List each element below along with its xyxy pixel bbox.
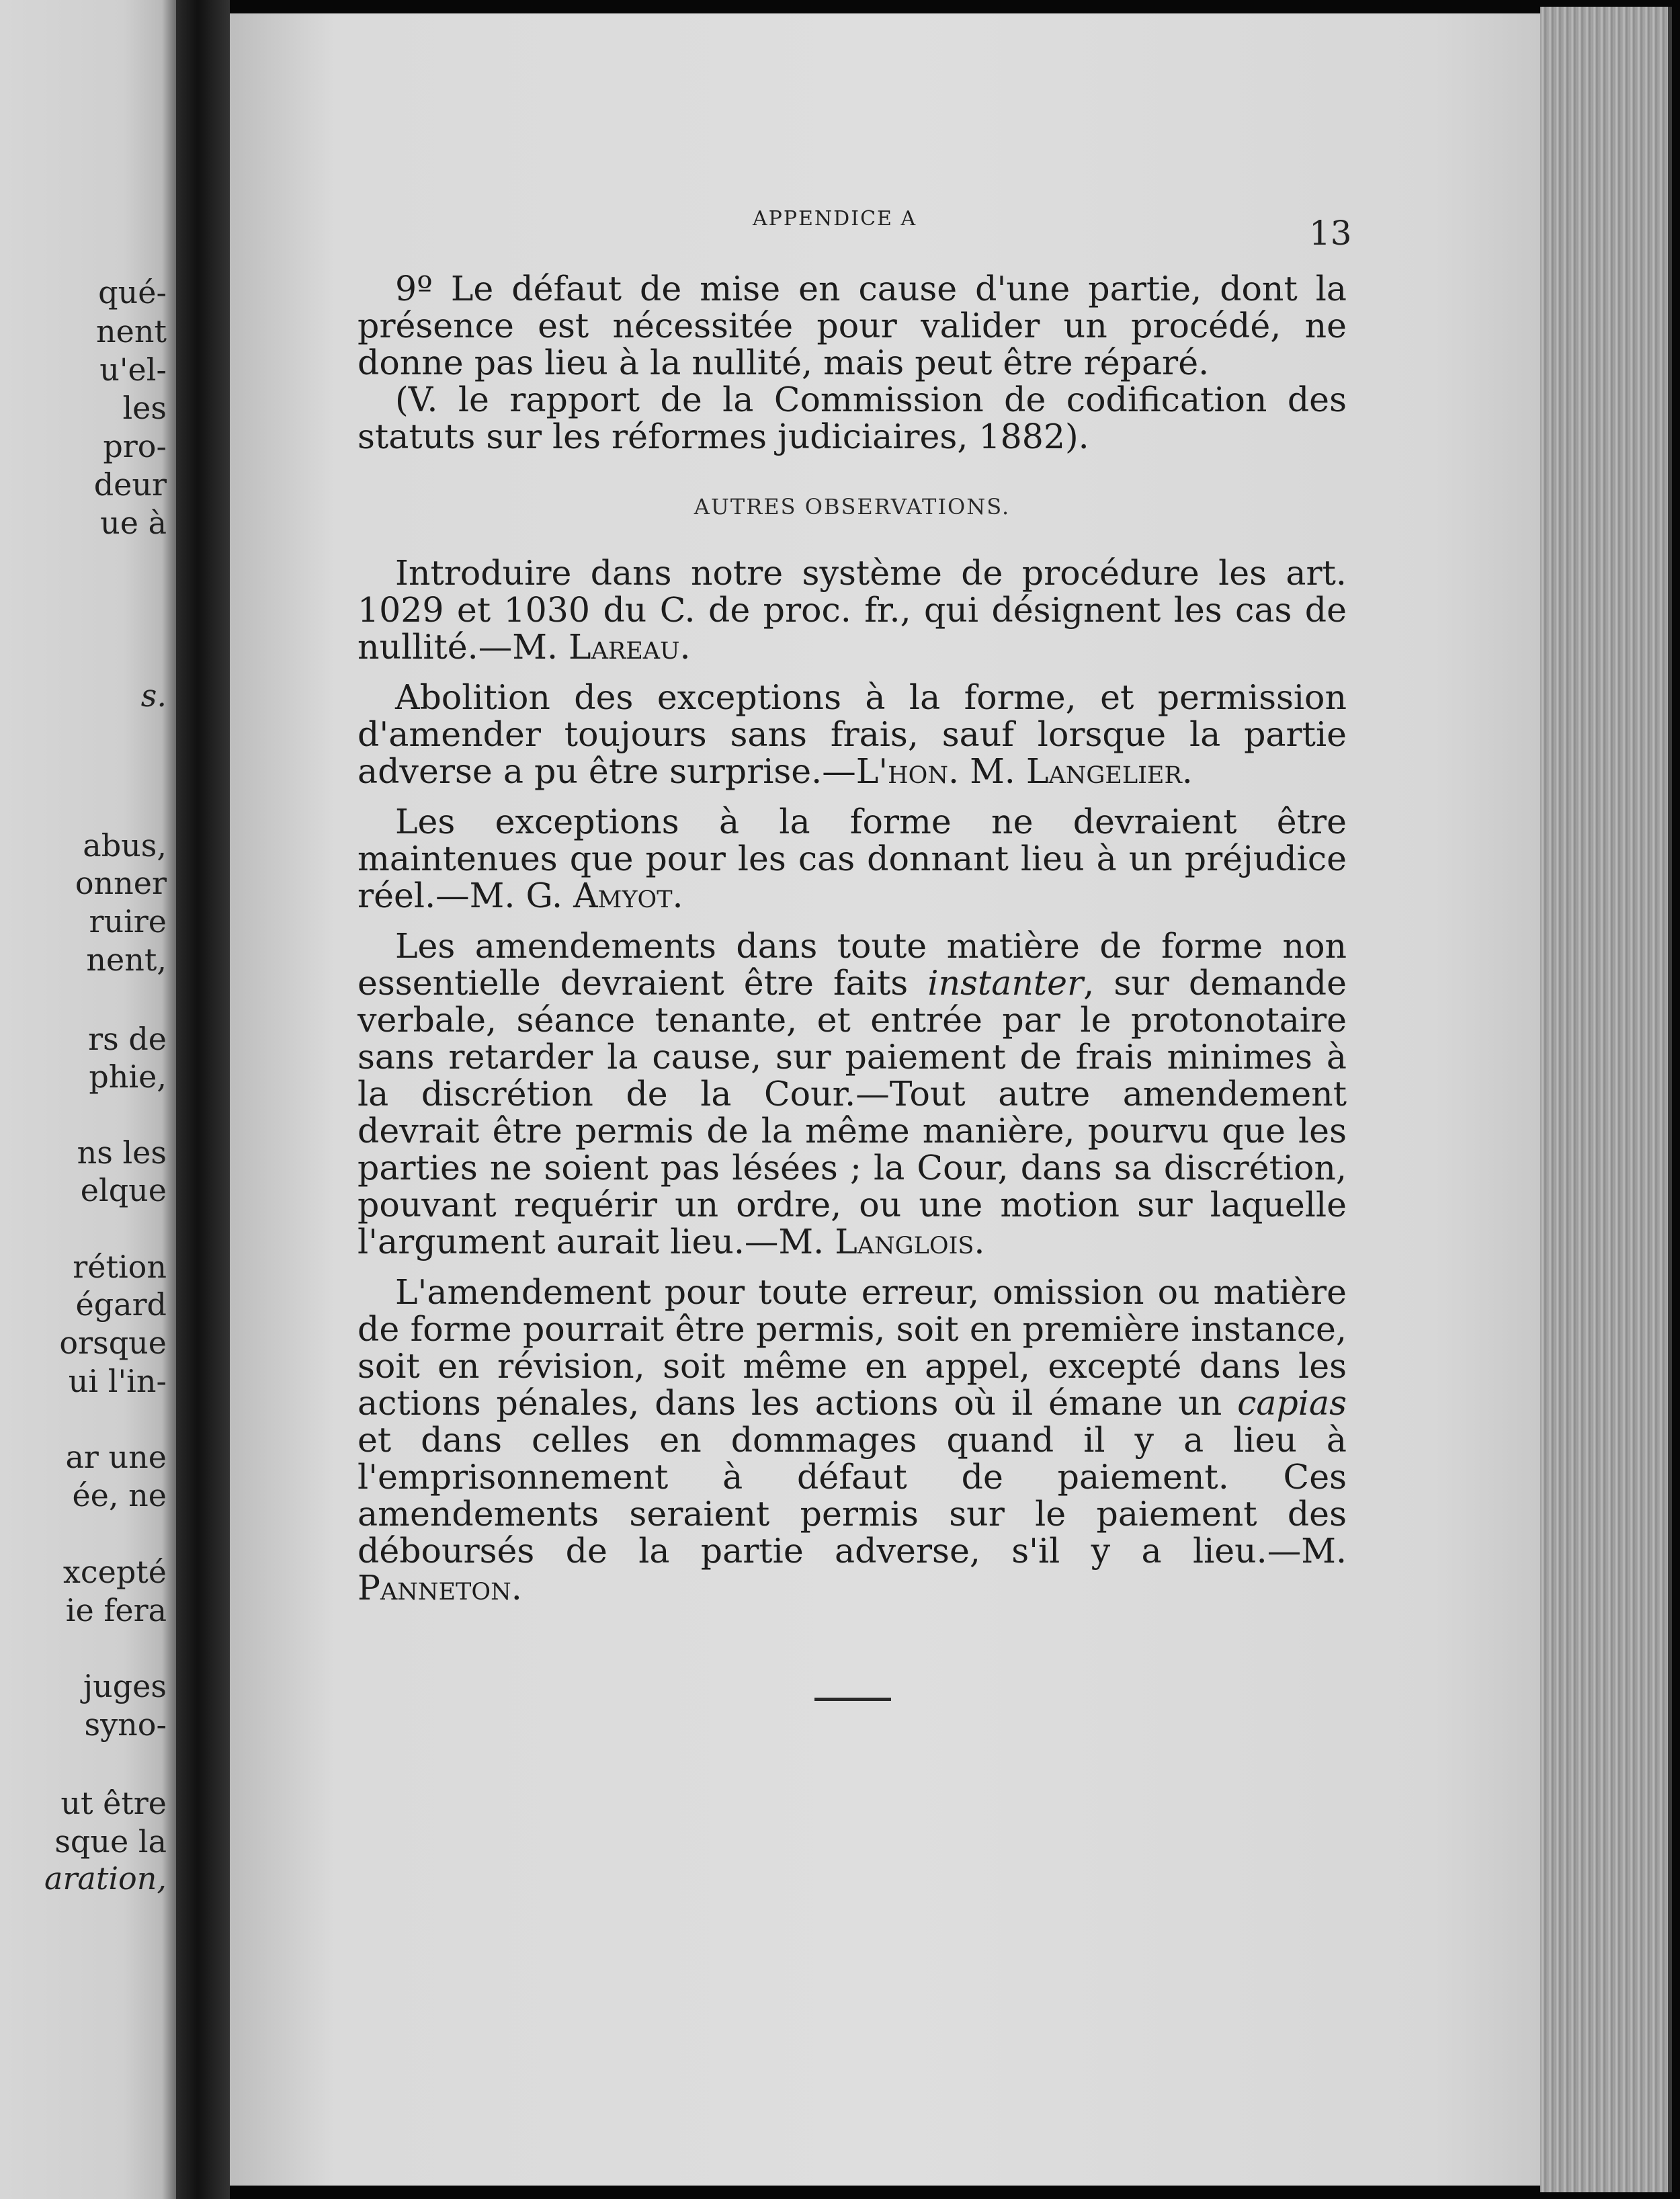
italic-term: instanter [927, 963, 1084, 1003]
left-page-fragment: pro- [103, 428, 167, 464]
left-page-fragment: rs de [88, 1021, 167, 1057]
author-name: L'hon. M. Langelier. [855, 751, 1193, 791]
left-page-fragment: égard [75, 1286, 167, 1323]
left-page-fragment: nent, [86, 942, 167, 978]
left-page-fragment: syno- [84, 1706, 167, 1743]
page-number: 13 [1309, 214, 1352, 253]
book-gutter [176, 0, 230, 2199]
left-page-fragment: ut être [60, 1785, 167, 1821]
left-page-fragment: onner [75, 865, 167, 901]
left-page-fragment: abus, [83, 827, 167, 864]
observation-paragraph: Les amendements dans toute matière de forme non essentielle devraient être faits instanter, sur demande verbale, séance tenante, et entrée par le protonotaire sans retarder la cause, sur paiement de frais minimes à la discrétion de la Cour.—Tout autre amendement devrait être permis de la même manière, pourvu que les parties ne soient pas lésées ; la Cour, dans sa discrétion, pouvant requérir un ordre, ou une motion sur laquelle l'argument aurait lieu.—M. Langlois. [358, 926, 1347, 1261]
left-page-fragment: aration, [44, 1860, 167, 1897]
page-edges [1540, 7, 1672, 2192]
left-page [0, 0, 176, 2199]
item-9-paragraph: 9º Le défaut de mise en cause d'une partie, dont la présence est nécessitée pour valider un procédé, ne donne pas lieu à la nullité, mais peut être réparé. [358, 269, 1347, 382]
left-page-fragment: orsque [59, 1325, 167, 1361]
observation-paragraph: Abolition des exceptions à la forme, et permission d'amender toujours sans frais, sauf lorsque la partie adverse a pu être surprise.—L'hon. M. Langelier. [358, 677, 1347, 791]
observation-paragraph: Les exceptions à la forme ne devraient être maintenues que pour les cas donnant lieu à un préjudice réel.—M. G. Amyot. [358, 802, 1347, 915]
left-page-fragment: phie, [89, 1059, 167, 1095]
left-page-fragment: rétion [73, 1249, 167, 1285]
left-page-fragment: ruire [89, 903, 167, 940]
author-name: M. Langlois. [778, 1222, 985, 1261]
section-title: AUTRES OBSERVATIONS. [694, 494, 1011, 520]
left-page-fragment: ue à [100, 505, 167, 541]
left-page-fragment: ui l'in- [68, 1363, 167, 1399]
author-name: M. Panneton. [358, 1531, 1347, 1608]
left-page-fragment: s. [140, 677, 167, 714]
italic-term: capias [1237, 1383, 1347, 1423]
running-head: APPENDICE A [753, 207, 917, 231]
observation-paragraph: Introduire dans notre système de procédure les art. 1029 et 1030 du C. de proc. fr., qui désignent les cas de nullité.—M. Lareau. [358, 553, 1347, 667]
left-page-fragment: ns les [77, 1134, 167, 1171]
left-page-fragment: les [122, 390, 167, 426]
author-name: M. Lareau. [512, 627, 691, 667]
main-text [358, 270, 1347, 1606]
left-page-fragment: u'el- [99, 351, 167, 388]
left-page-fragment: sque la [54, 1823, 167, 1860]
left-page-fragment: deur [93, 466, 167, 503]
left-page-fragment: qué- [98, 274, 167, 310]
left-page-fragment: ie fera [65, 1592, 167, 1628]
left-page-fragment: ar une [65, 1439, 167, 1475]
left-page-fragment: nent [96, 313, 167, 349]
end-rule [814, 1698, 891, 1701]
reference-paragraph: (V. le rapport de la Commission de codification des statuts sur les réformes judiciaires, 1882). [358, 380, 1347, 456]
left-page-fragment: ée, ne [72, 1477, 167, 1513]
observation-paragraph: L'amendement pour toute erreur, omission ou matière de forme pourrait être permis, soit en première instance, soit en révision, soit même en appel, excepté dans les actions pénales, dans les actions où il émane un capias et dans celles en dommages quand il y a lieu à l'emprisonnement à défaut de paiement. Ces amendements seraient permis sur le paiement des déboursés de la partie adverse, s'il y a lieu.—M. Panneton. [358, 1272, 1347, 1608]
left-page-fragment: elque [80, 1172, 167, 1208]
author-name: M. G. Amyot. [469, 876, 683, 915]
left-page-fragment: xcepté [62, 1554, 167, 1590]
left-page-fragment: juges [83, 1668, 167, 1704]
